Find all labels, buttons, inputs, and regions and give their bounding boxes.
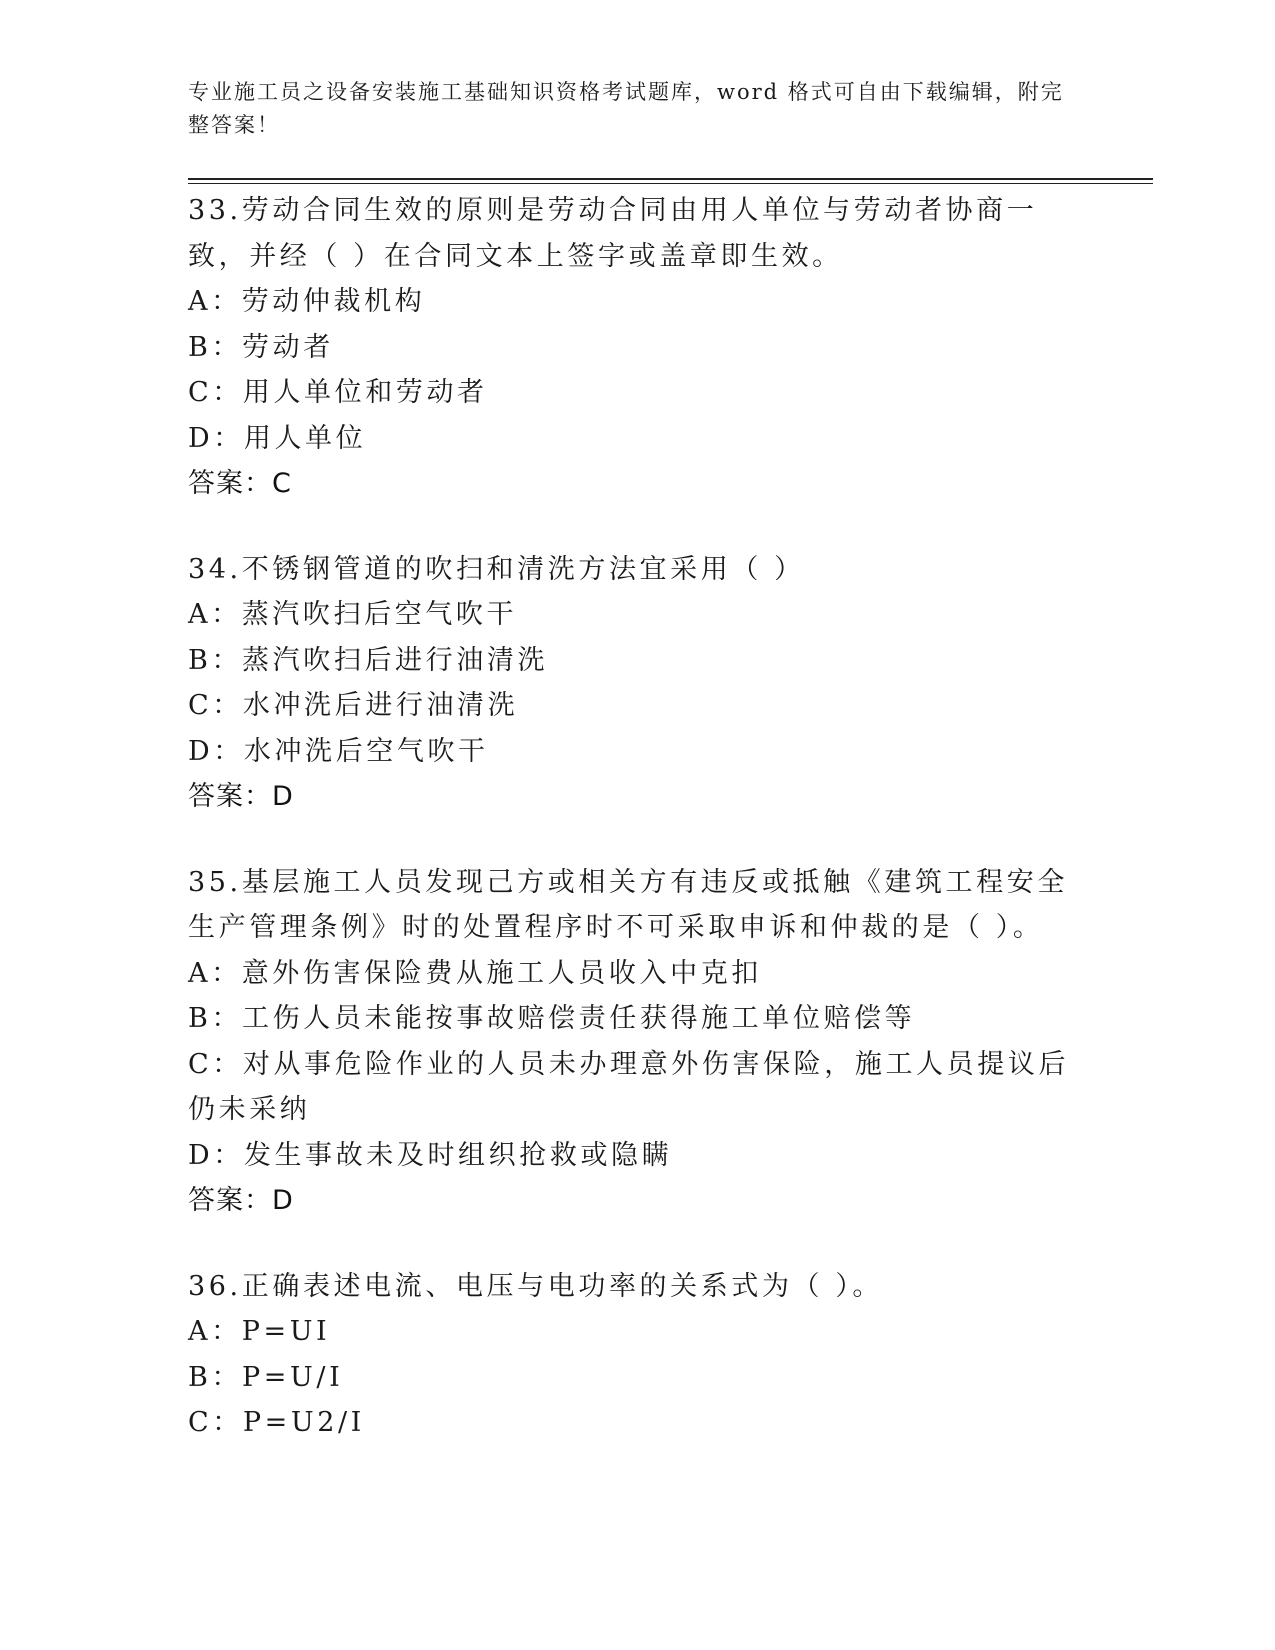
header-divider-thin xyxy=(188,183,1153,184)
question-36 xyxy=(188,1264,1078,1446)
option-d: D：水冲洗后空气吹干 xyxy=(188,735,489,767)
answer-label: 答案：D xyxy=(188,1185,294,1216)
option-c: C：水冲洗后进行油清洗 xyxy=(188,690,519,721)
option-c: C：用人单位和劳动者 xyxy=(188,377,488,408)
question-33 xyxy=(188,188,1078,507)
header-divider-thick xyxy=(188,178,1153,180)
question-stem: 33.劳动合同生效的原则是劳动合同由用人单位与劳动者协商一致，并经（ ）在合同文本上签字或盖章即生效。 xyxy=(188,195,1038,272)
question-stem: 36.正确表述电流、电压与电功率的关系式为（ ）。 xyxy=(188,1270,884,1302)
option-d: D：发生事故未及时组织抢救或隐瞒 xyxy=(188,1139,673,1171)
option-c: C：P=U2/I xyxy=(188,1407,365,1438)
option-a: A：P=UI xyxy=(188,1316,331,1347)
option-c: C：对从事危险作业的人员未办理意外伤害保险，施工人员提议后仍未采纳 xyxy=(188,1048,1070,1125)
answer-label: 答案：D xyxy=(188,781,294,812)
question-stem: 34.不锈钢管道的吹扫和清洗方法宜采用（ ） xyxy=(188,553,805,585)
question-34 xyxy=(188,547,1078,820)
option-d: D：用人单位 xyxy=(188,422,367,454)
option-b: B：P=U/I xyxy=(188,1361,344,1393)
answer-label: 答案：C xyxy=(188,468,292,499)
option-b: B：劳动者 xyxy=(188,331,334,363)
question-stem: 35.基层施工人员发现己方或相关方有违反或抵触《建筑工程安全生产管理条例》时的处置程序时不可采取申诉和仲裁的是（ ）。 xyxy=(188,866,1068,943)
option-a: A：劳动仲裁机构 xyxy=(188,286,426,317)
question-list xyxy=(188,188,1078,1486)
document-intro: 专业施工员之设备安装施工基础知识资格考试题库，word 格式可自由下载编辑，附完整答案！ xyxy=(188,80,1064,137)
option-b: B：工伤人员未能按事故赔偿责任获得施工单位赔偿等 xyxy=(188,1003,916,1034)
question-35 xyxy=(188,860,1078,1224)
option-a: A：意外伤害保险费从施工人员收入中克扣 xyxy=(188,957,762,989)
option-b: B：蒸汽吹扫后进行油清洗 xyxy=(188,644,549,676)
option-a: A：蒸汽吹扫后空气吹干 xyxy=(188,599,518,630)
